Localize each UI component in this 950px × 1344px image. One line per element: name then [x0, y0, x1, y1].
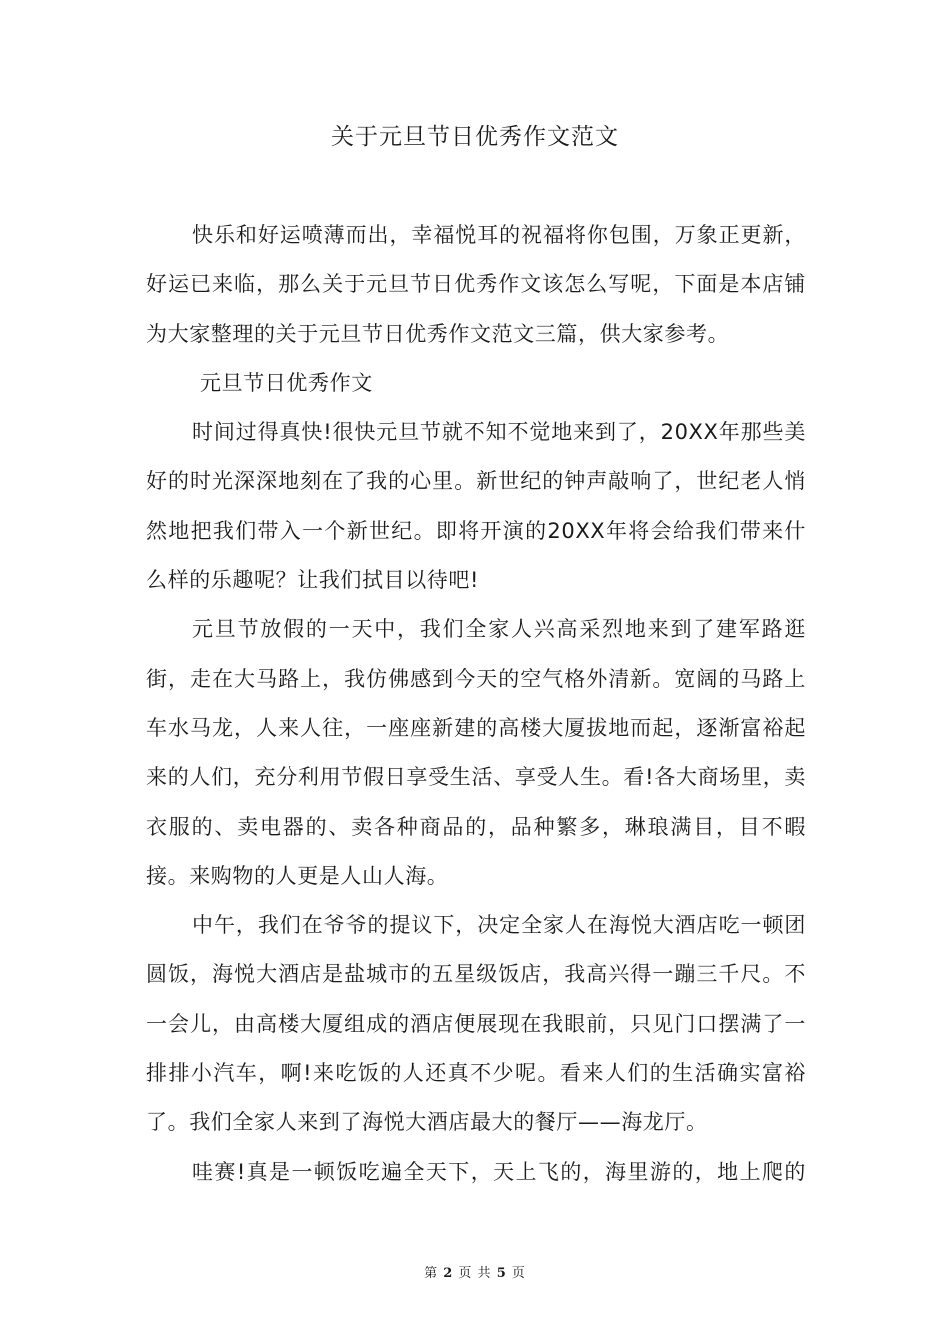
body-paragraph: 哇赛!真是一顿饭吃遍全天下，天上飞的，海里游的，地上爬的	[192, 1159, 806, 1184]
footer-middle: 页 共	[458, 1266, 492, 1281]
intro-paragraph: 快乐和好运喷薄而出，幸福悦耳的祝福将你包围，万象正更新，好运已来临，那么关于元旦节日优秀作文该怎么写呢，下面是本店铺为大家整理的关于元旦节日优秀作文范文三篇，供大家参考。	[146, 223, 806, 346]
document-title: 关于元旦节日优秀作文范文	[331, 124, 619, 150]
footer-prefix: 第	[424, 1266, 439, 1281]
section-subheading: 元旦节日优秀作文	[200, 370, 373, 395]
document-body	[146, 211, 806, 1197]
body-paragraph: 时间过得真快!很快元旦节就不知不觉地来到了，20XX年那些美好的时光深深地刻在了我的心里。新世纪的钟声敲响了，世纪老人悄然地把我们带入一个新世纪。即将开演的20XX年将会给我们带来什么样的乐趣呢？让我们拭目以待吧!	[146, 420, 806, 593]
body-paragraph: 元旦节放假的一天中，我们全家人兴高采烈地来到了建军路逛街，走在大马路上，我仿佛感到今天的空气格外清新。宽阔的马路上车水马龙，人来人往，一座座新建的高楼大厦拔地而起，逐渐富裕起来的人们，充分利用节假日享受生活、享受人生。看!各大商场里，卖衣服的、卖电器的、卖各种商品的，品种繁多，琳琅满目，目不暇接。来购物的人更是人山人海。	[146, 617, 806, 888]
current-page-number: 2	[443, 1266, 454, 1281]
total-page-count: 5	[496, 1266, 507, 1281]
page-footer	[0, 1262, 950, 1281]
body-paragraph: 中午，我们在爷爷的提议下，决定全家人在海悦大酒店吃一顿团圆饭，海悦大酒店是盐城市的五星级饭店，我高兴得一蹦三千尺。不一会儿，由高楼大厦组成的酒店便展现在我眼前，只见门口摆满了一排排小汽车，啊!来吃饭的人还真不少呢。看来人们的生活确实富裕了。我们全家人来到了海悦大酒店最大的餐厅——海龙厅。	[146, 913, 806, 1135]
footer-suffix: 页	[511, 1266, 526, 1281]
